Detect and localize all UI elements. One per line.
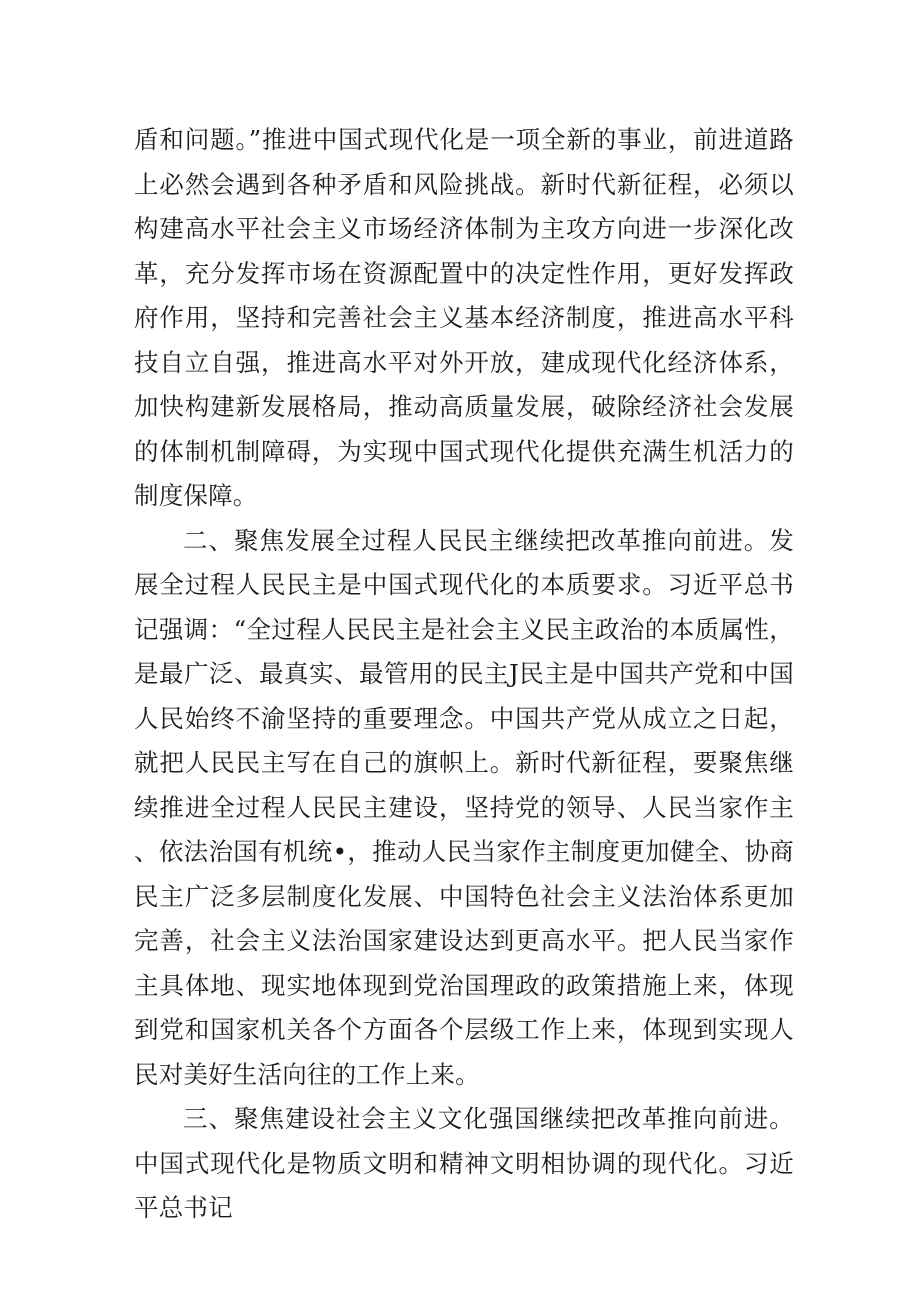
paragraph-section-two: 二、聚焦发展全过程人民民主继续把改革推向前进。发展全过程人民民主是中国式现代化的本质要求。习近平总书记强调：“全过程人民民主是社会主义民主政治的本质属性，是最广泛、最真实、最管用的民主J民主是中国共产党和中国人民始终不渝坚持的重要理念。中国共产党从成立之日起，就把人民民主写在自己的旗帜上。新时代新征程，要聚焦继续推进全过程人民民主建设，坚持党的领导、人民当家作主、依法治国有机统•，推动人民当家作主制度更加健全、协商民主广泛多层制度化发展、中国特色社会主义法治体系更加完善，社会主义法治国家建设达到更高水平。把人民当家作主具体地、现实地体现到党治国理政的政策措施上来，体现到党和国家机关各个方面各个层级工作上来，体现到实现人民对美好生活向往的工作上来。 bbox=[134, 525, 794, 1089]
paragraph-continuation: 盾和问题。”推进中国式现代化是一项全新的事业，前进道路上必然会遇到各种矛盾和风险挑战。新时代新征程，必须以构建高水平社会主义市场经济体制为主攻方向进一步深化改革，充分发挥市场在资源配置中的决定性作用，更好发挥政府作用，坚持和完善社会主义基本经济制度，推进高水平科技自立自强，推进高水平对外开放，建成现代化经济体系，加快构建新发展格局，推动高质量发展，破除经济社会发展的体制机制障碍，为实现中国式现代化提供充满生机活力的制度保障。 bbox=[134, 125, 794, 510]
paragraph-section-three: 三、聚焦建设社会主义文化强国继续把改革推向前进。中国式现代化是物质文明和精神文明相协调的现代化。习近平总书记 bbox=[134, 1104, 794, 1222]
document-body bbox=[134, 118, 794, 1231]
